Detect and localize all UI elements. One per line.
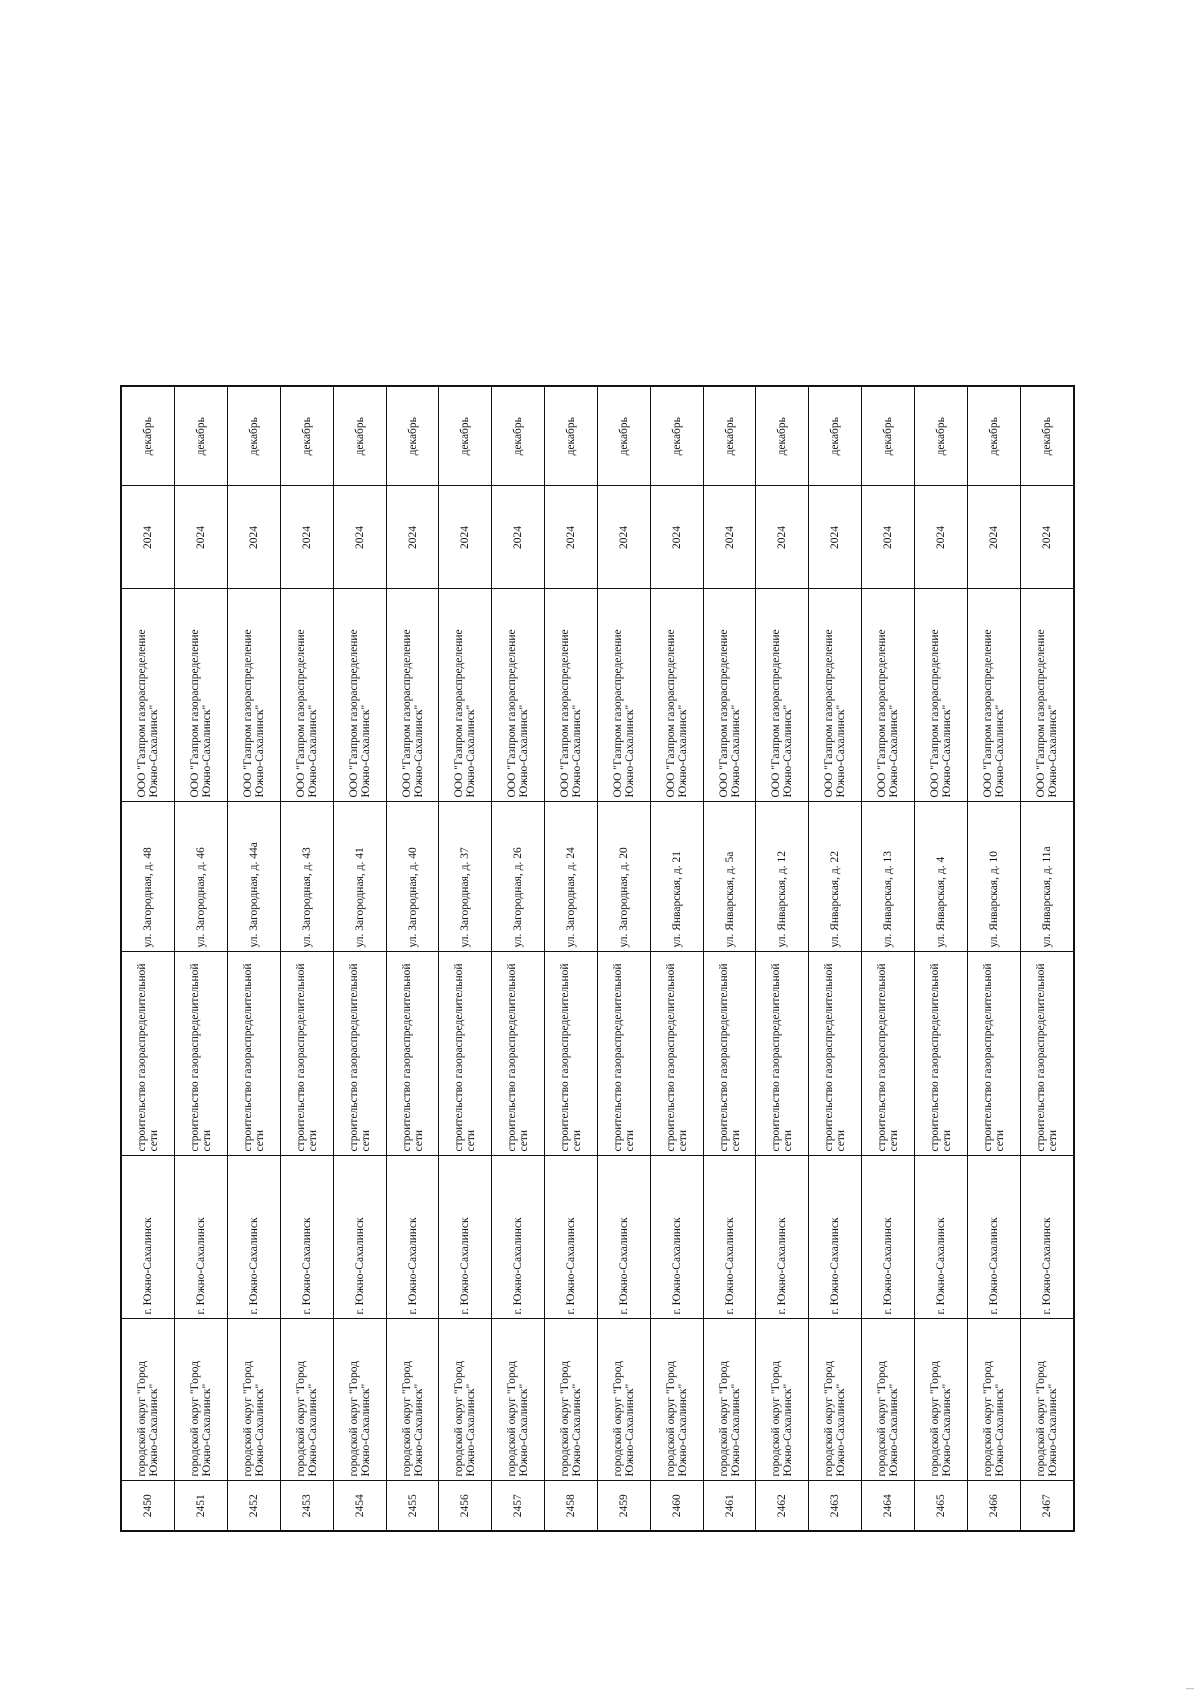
year-cell: 2024 bbox=[914, 486, 967, 589]
table-row bbox=[650, 386, 703, 1531]
row-number-cell: 2466 bbox=[967, 1481, 1020, 1531]
address-cell: ул. Январская, д. 11а bbox=[1020, 802, 1074, 952]
organization-cell: ООО "Газпром газораспределение Южно-Сахалинск" bbox=[333, 589, 386, 802]
table-row bbox=[492, 386, 545, 1531]
row-number-cell: 2458 bbox=[545, 1481, 598, 1531]
locality-cell: г. Южно-Сахалинск bbox=[175, 1156, 228, 1319]
table-row bbox=[386, 386, 439, 1531]
year-cell: 2024 bbox=[492, 486, 545, 589]
locality-cell: г. Южно-Сахалинск bbox=[756, 1156, 809, 1319]
work-type-cell: строительство газораспределительной сети bbox=[862, 952, 915, 1156]
month-cell: декабрь bbox=[121, 386, 175, 486]
work-type-cell: строительство газораспределительной сети bbox=[175, 952, 228, 1156]
address-cell: ул. Загородная, д. 40 bbox=[386, 802, 439, 952]
month-cell: декабрь bbox=[280, 386, 333, 486]
address-cell: ул. Загородная, д. 24 bbox=[545, 802, 598, 952]
address-cell: ул. Загородная, д. 20 bbox=[597, 802, 650, 952]
row-number-cell: 2467 bbox=[1020, 1481, 1074, 1531]
locality-cell: г. Южно-Сахалинск bbox=[967, 1156, 1020, 1319]
locality-cell: г. Южно-Сахалинск bbox=[650, 1156, 703, 1319]
month-cell: декабрь bbox=[650, 386, 703, 486]
table-body bbox=[121, 386, 1074, 1531]
organization-cell: ООО "Газпром газораспределение Южно-Сахалинск" bbox=[862, 589, 915, 802]
address-cell: ул. Загородная, д. 44а bbox=[228, 802, 281, 952]
municipality-cell: городской округ "Город Южно-Сахалинск" bbox=[121, 1319, 175, 1481]
month-cell: декабрь bbox=[914, 386, 967, 486]
work-type-cell: строительство газораспределительной сети bbox=[228, 952, 281, 1156]
work-type-cell: строительство газораспределительной сети bbox=[439, 952, 492, 1156]
table-row bbox=[280, 386, 333, 1531]
work-type-cell: строительство газораспределительной сети bbox=[914, 952, 967, 1156]
table-row bbox=[862, 386, 915, 1531]
year-cell: 2024 bbox=[597, 486, 650, 589]
year-cell: 2024 bbox=[967, 486, 1020, 589]
municipality-cell: городской округ "Город Южно-Сахалинск" bbox=[175, 1319, 228, 1481]
month-cell: декабрь bbox=[333, 386, 386, 486]
year-cell: 2024 bbox=[228, 486, 281, 589]
year-cell: 2024 bbox=[703, 486, 756, 589]
address-cell: ул. Загородная, д. 43 bbox=[280, 802, 333, 952]
month-cell: декабрь bbox=[862, 386, 915, 486]
work-type-cell: строительство газораспределительной сети bbox=[703, 952, 756, 1156]
address-cell: ул. Январская, д. 21 bbox=[650, 802, 703, 952]
year-cell: 2024 bbox=[280, 486, 333, 589]
row-number-cell: 2459 bbox=[597, 1481, 650, 1531]
address-cell: ул. Загородная, д. 46 bbox=[175, 802, 228, 952]
organization-cell: ООО "Газпром газораспределение Южно-Сахалинск" bbox=[967, 589, 1020, 802]
municipality-cell: городской округ "Город Южно-Сахалинск" bbox=[386, 1319, 439, 1481]
locality-cell: г. Южно-Сахалинск bbox=[862, 1156, 915, 1319]
organization-cell: ООО "Газпром газораспределение Южно-Сахалинск" bbox=[703, 589, 756, 802]
month-cell: декабрь bbox=[175, 386, 228, 486]
work-type-cell: строительство газораспределительной сети bbox=[597, 952, 650, 1156]
year-cell: 2024 bbox=[650, 486, 703, 589]
organization-cell: ООО "Газпром газораспределение Южно-Сахалинск" bbox=[650, 589, 703, 802]
gasification-schedule-table bbox=[120, 385, 1075, 1532]
month-cell: декабрь bbox=[597, 386, 650, 486]
organization-cell: ООО "Газпром газораспределение Южно-Сахалинск" bbox=[492, 589, 545, 802]
locality-cell: г. Южно-Сахалинск bbox=[1020, 1156, 1074, 1319]
row-number-cell: 2465 bbox=[914, 1481, 967, 1531]
row-number-cell: 2454 bbox=[333, 1481, 386, 1531]
municipality-cell: городской округ "Город Южно-Сахалинск" bbox=[862, 1319, 915, 1481]
address-cell: ул. Январская, д. 12 bbox=[756, 802, 809, 952]
municipality-cell: городской округ "Город Южно-Сахалинск" bbox=[1020, 1319, 1074, 1481]
work-type-cell: строительство газораспределительной сети bbox=[545, 952, 598, 1156]
municipality-cell: городской округ "Город Южно-Сахалинск" bbox=[333, 1319, 386, 1481]
month-cell: декабрь bbox=[228, 386, 281, 486]
year-cell: 2024 bbox=[439, 486, 492, 589]
row-number-cell: 2456 bbox=[439, 1481, 492, 1531]
organization-cell: ООО "Газпром газораспределение Южно-Сахалинск" bbox=[914, 589, 967, 802]
table-row bbox=[967, 386, 1020, 1531]
municipality-cell: городской округ "Город Южно-Сахалинск" bbox=[597, 1319, 650, 1481]
table-row bbox=[809, 386, 862, 1531]
month-cell: декабрь bbox=[967, 386, 1020, 486]
month-cell: декабрь bbox=[1020, 386, 1074, 486]
organization-cell: ООО "Газпром газораспределение Южно-Сахалинск" bbox=[597, 589, 650, 802]
municipality-cell: городской округ "Город Южно-Сахалинск" bbox=[914, 1319, 967, 1481]
municipality-cell: городской округ "Город Южно-Сахалинск" bbox=[492, 1319, 545, 1481]
municipality-cell: городской округ "Город Южно-Сахалинск" bbox=[809, 1319, 862, 1481]
locality-cell: г. Южно-Сахалинск bbox=[333, 1156, 386, 1319]
locality-cell: г. Южно-Сахалинск bbox=[597, 1156, 650, 1319]
work-type-cell: строительство газораспределительной сети bbox=[492, 952, 545, 1156]
address-cell: ул. Январская, д. 10 bbox=[967, 802, 1020, 952]
table-row bbox=[545, 386, 598, 1531]
municipality-cell: городской округ "Город Южно-Сахалинск" bbox=[228, 1319, 281, 1481]
work-type-cell: строительство газораспределительной сети bbox=[967, 952, 1020, 1156]
locality-cell: г. Южно-Сахалинск bbox=[914, 1156, 967, 1319]
address-cell: ул. Январская, д. 5а bbox=[703, 802, 756, 952]
address-cell: ул. Январская, д. 13 bbox=[862, 802, 915, 952]
organization-cell: ООО "Газпром газораспределение Южно-Сахалинск" bbox=[280, 589, 333, 802]
locality-cell: г. Южно-Сахалинск bbox=[228, 1156, 281, 1319]
year-cell: 2024 bbox=[386, 486, 439, 589]
locality-cell: г. Южно-Сахалинск bbox=[545, 1156, 598, 1319]
municipality-cell: городской округ "Город Южно-Сахалинск" bbox=[280, 1319, 333, 1481]
work-type-cell: строительство газораспределительной сети bbox=[386, 952, 439, 1156]
organization-cell: ООО "Газпром газораспределение Южно-Сахалинск" bbox=[1020, 589, 1074, 802]
rotated-table-container bbox=[120, 387, 1075, 1532]
month-cell: декабрь bbox=[439, 386, 492, 486]
table-row bbox=[703, 386, 756, 1531]
organization-cell: ООО "Газпром газораспределение Южно-Сахалинск" bbox=[439, 589, 492, 802]
work-type-cell: строительство газораспределительной сети bbox=[650, 952, 703, 1156]
month-cell: декабрь bbox=[756, 386, 809, 486]
row-number-cell: 2463 bbox=[809, 1481, 862, 1531]
year-cell: 2024 bbox=[545, 486, 598, 589]
work-type-cell: строительство газораспределительной сети bbox=[756, 952, 809, 1156]
municipality-cell: городской округ "Город Южно-Сахалинск" bbox=[439, 1319, 492, 1481]
year-cell: 2024 bbox=[121, 486, 175, 589]
table-row bbox=[914, 386, 967, 1531]
organization-cell: ООО "Газпром газораспределение Южно-Сахалинск" bbox=[228, 589, 281, 802]
organization-cell: ООО "Газпром газораспределение Южно-Сахалинск" bbox=[809, 589, 862, 802]
organization-cell: ООО "Газпром газораспределение Южно-Сахалинск" bbox=[121, 589, 175, 802]
row-number-cell: 2453 bbox=[280, 1481, 333, 1531]
locality-cell: г. Южно-Сахалинск bbox=[703, 1156, 756, 1319]
table-row bbox=[756, 386, 809, 1531]
locality-cell: г. Южно-Сахалинск bbox=[492, 1156, 545, 1319]
row-number-cell: 2461 bbox=[703, 1481, 756, 1531]
organization-cell: ООО "Газпром газораспределение Южно-Сахалинск" bbox=[175, 589, 228, 802]
month-cell: декабрь bbox=[703, 386, 756, 486]
address-cell: ул. Загородная, д. 48 bbox=[121, 802, 175, 952]
month-cell: декабрь bbox=[386, 386, 439, 486]
year-cell: 2024 bbox=[1020, 486, 1074, 589]
row-number-cell: 2455 bbox=[386, 1481, 439, 1531]
organization-cell: ООО "Газпром газораспределение Южно-Сахалинск" bbox=[756, 589, 809, 802]
address-cell: ул. Загородная, д. 37 bbox=[439, 802, 492, 952]
row-number-cell: 2451 bbox=[175, 1481, 228, 1531]
row-number-cell: 2452 bbox=[228, 1481, 281, 1531]
year-cell: 2024 bbox=[862, 486, 915, 589]
municipality-cell: городской округ "Город Южно-Сахалинск" bbox=[703, 1319, 756, 1481]
address-cell: ул. Январская, д. 22 bbox=[809, 802, 862, 952]
year-cell: 2024 bbox=[756, 486, 809, 589]
table-row bbox=[439, 386, 492, 1531]
locality-cell: г. Южно-Сахалинск bbox=[280, 1156, 333, 1319]
municipality-cell: городской округ "Город Южно-Сахалинск" bbox=[545, 1319, 598, 1481]
year-cell: 2024 bbox=[333, 486, 386, 589]
table-row bbox=[333, 386, 386, 1531]
table-row bbox=[1020, 386, 1074, 1531]
address-cell: ул. Загородная, д. 26 bbox=[492, 802, 545, 952]
municipality-cell: городской округ "Город Южно-Сахалинск" bbox=[756, 1319, 809, 1481]
work-type-cell: строительство газораспределительной сети bbox=[333, 952, 386, 1156]
year-cell: 2024 bbox=[175, 486, 228, 589]
locality-cell: г. Южно-Сахалинск bbox=[386, 1156, 439, 1319]
month-cell: декабрь bbox=[545, 386, 598, 486]
table-row bbox=[228, 386, 281, 1531]
locality-cell: г. Южно-Сахалинск bbox=[121, 1156, 175, 1319]
work-type-cell: строительство газораспределительной сети bbox=[809, 952, 862, 1156]
table-row bbox=[175, 386, 228, 1531]
row-number-cell: 2464 bbox=[862, 1481, 915, 1531]
organization-cell: ООО "Газпром газораспределение Южно-Сахалинск" bbox=[386, 589, 439, 802]
row-number-cell: 2462 bbox=[756, 1481, 809, 1531]
organization-cell: ООО "Газпром газораспределение Южно-Сахалинск" bbox=[545, 589, 598, 802]
work-type-cell: строительство газораспределительной сети bbox=[121, 952, 175, 1156]
month-cell: декабрь bbox=[492, 386, 545, 486]
corner-mark: — bbox=[1186, 1684, 1194, 1693]
address-cell: ул. Январская, д. 4 bbox=[914, 802, 967, 952]
row-number-cell: 2450 bbox=[121, 1481, 175, 1531]
year-cell: 2024 bbox=[809, 486, 862, 589]
row-number-cell: 2457 bbox=[492, 1481, 545, 1531]
month-cell: декабрь bbox=[809, 386, 862, 486]
locality-cell: г. Южно-Сахалинск bbox=[439, 1156, 492, 1319]
table-row bbox=[121, 386, 175, 1531]
municipality-cell: городской округ "Город Южно-Сахалинск" bbox=[650, 1319, 703, 1481]
table-row bbox=[597, 386, 650, 1531]
row-number-cell: 2460 bbox=[650, 1481, 703, 1531]
locality-cell: г. Южно-Сахалинск bbox=[809, 1156, 862, 1319]
municipality-cell: городской округ "Город Южно-Сахалинск" bbox=[967, 1319, 1020, 1481]
work-type-cell: строительство газораспределительной сети bbox=[280, 952, 333, 1156]
address-cell: ул. Загородная, д. 41 bbox=[333, 802, 386, 952]
work-type-cell: строительство газораспределительной сети bbox=[1020, 952, 1074, 1156]
